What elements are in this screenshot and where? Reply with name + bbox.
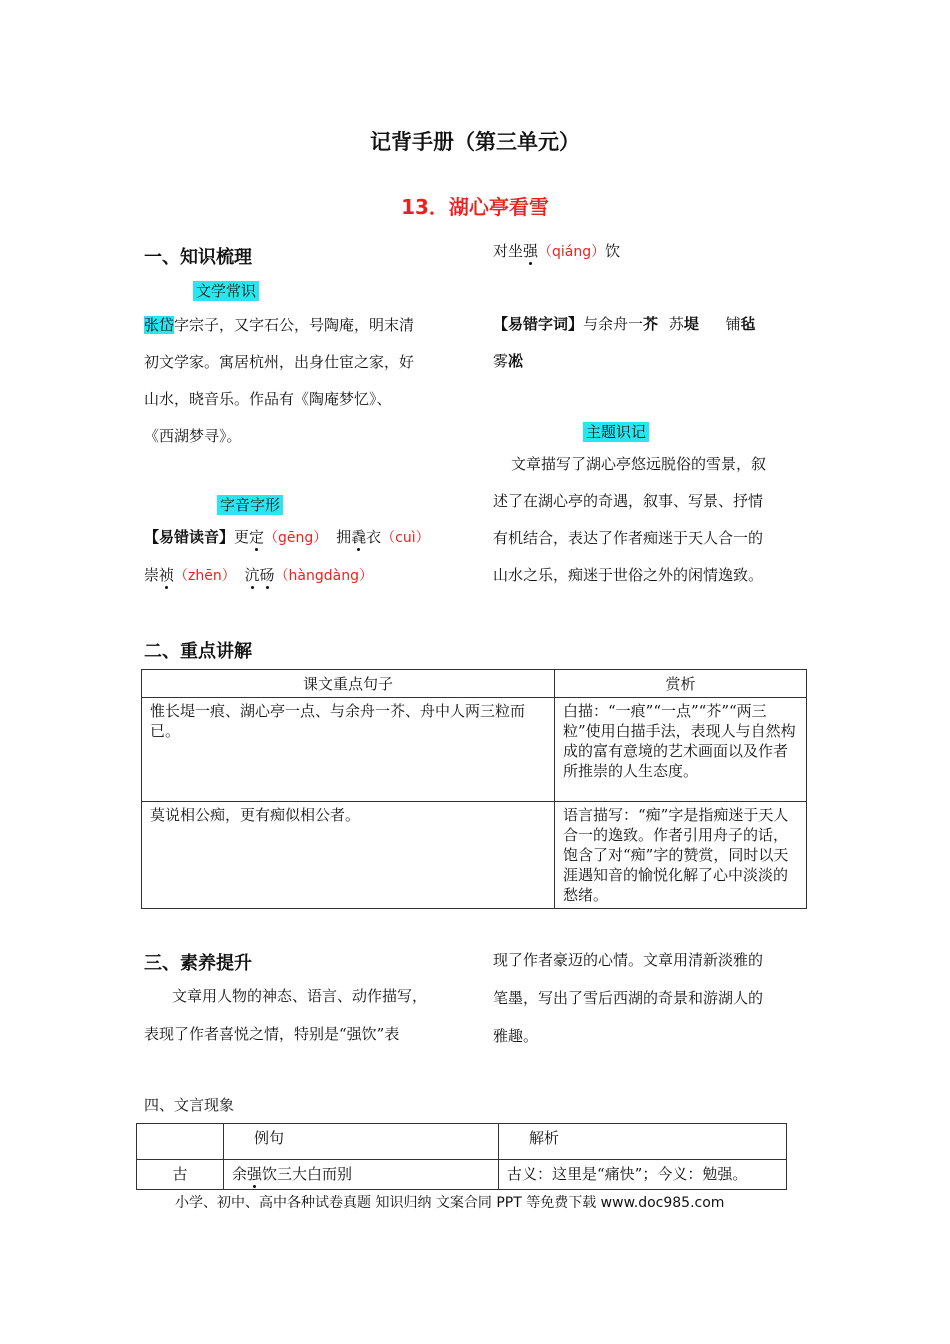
- example-word: 饮三大白而别: [262, 1165, 353, 1183]
- pron-word: 衣: [366, 528, 382, 546]
- theme-line-2: 述了在湖心亭的奇遇，叙事、写景、抒情: [493, 492, 764, 510]
- pinyin: （gēng）: [264, 530, 328, 546]
- page-title: 记背手册（第三单元）: [370, 130, 580, 154]
- author-line-2: 初文学家。寓居杭州，出身仕宦之家，好: [144, 353, 415, 371]
- word: 苏: [668, 315, 684, 333]
- pron-label: 字音字形: [217, 495, 283, 515]
- theme-line-3: 有机结合，表达了作者痴迷于天人合一的: [493, 529, 764, 547]
- improve-line: 现了作者豪迈的心情。文章用清新淡雅的: [493, 951, 764, 969]
- pron-char: 强: [523, 242, 539, 260]
- word-key: 凇: [508, 352, 524, 370]
- theme-paragraph: [493, 446, 813, 594]
- lesson-title: 13．湖心亭看雪: [401, 195, 549, 219]
- example-char: 强: [247, 1165, 263, 1183]
- section-improve-heading: 三、素养提升: [144, 953, 252, 974]
- table-header-row: [142, 670, 807, 698]
- header-analysis: 赏析: [555, 670, 807, 698]
- explain-table: [141, 669, 807, 909]
- classical-type-cell: 古: [137, 1160, 224, 1190]
- classical-header-blank: [137, 1124, 224, 1160]
- improve-line: 雅趣。: [493, 1027, 539, 1045]
- classical-analysis-cell: 古义：这里是“痛快”；今义：勉强。: [499, 1160, 787, 1190]
- pron-word: 更: [234, 528, 250, 546]
- header-sentence: 课文重点句子: [142, 670, 555, 698]
- pinyin: （qiáng）: [538, 244, 606, 260]
- improve-line: 文章用人物的神态、语言、动作描写，: [172, 987, 428, 1005]
- sentence-cell: 惟长堤一痕、湖心亭一点、与余舟一芥、舟中人两三粒而已。: [142, 698, 555, 802]
- section-explain-heading: 二、重点讲解: [144, 641, 252, 662]
- pinyin: （cuì）: [381, 530, 430, 546]
- pron-tag: 【易错读音】: [144, 528, 235, 546]
- pronunciation-block: [144, 519, 474, 595]
- word-key: 芥: [643, 315, 659, 333]
- theme-label: 主题识记: [583, 422, 649, 442]
- literature-label: 文学常识: [193, 281, 259, 301]
- section-classical-heading: 四、文言现象: [144, 1096, 235, 1114]
- literature-label-wrap: [193, 280, 259, 301]
- words-block: [493, 306, 813, 380]
- pron-char: 定: [249, 528, 265, 546]
- pinyin: （zhēn）: [174, 568, 236, 584]
- table-row: [137, 1160, 787, 1190]
- theme-line-1: 文章描写了湖心亭悠远脱俗的雪景，叙: [511, 455, 767, 473]
- improve-right: [493, 941, 813, 1055]
- classical-header-analysis: 解析: [499, 1124, 787, 1160]
- pron-word: 饮: [605, 242, 621, 260]
- word-tag: 【易错字词】: [493, 315, 584, 333]
- sentence-cell: 莫说相公痴，更有痴似相公者。: [142, 802, 555, 909]
- pron-word: 对坐: [493, 242, 524, 260]
- word-key: 堤: [683, 315, 699, 333]
- pron-label-wrap: [217, 494, 283, 515]
- example-word: 余: [232, 1165, 248, 1183]
- author-name: 张岱: [144, 316, 175, 334]
- author-paragraph: [144, 307, 462, 455]
- classical-example-cell: [224, 1160, 499, 1190]
- classical-table: [136, 1123, 787, 1190]
- pron-continued: [493, 233, 620, 271]
- pron-char: 砀: [259, 566, 275, 584]
- section-knowledge-heading: 一、知识梳理: [144, 247, 252, 268]
- author-line-1: 字宗子，又字石公，号陶庵，明末清: [174, 316, 415, 334]
- theme-line-4: 山水之乐，痴迷于世俗之外的闲情逸致。: [493, 566, 764, 584]
- author-line-4: 《西湖梦寻》。: [144, 427, 242, 445]
- author-line-3: 山水，晓音乐。作品有《陶庵梦忆》、: [144, 390, 392, 408]
- pinyin: （hàngdàng）: [274, 568, 373, 584]
- theme-label-wrap: [583, 421, 649, 442]
- improve-line: 笔墨，写出了雪后西湖的奇景和游湖人的: [493, 989, 764, 1007]
- classical-header-row: [137, 1124, 787, 1160]
- word: 铺: [725, 315, 741, 333]
- analysis-cell: 语言描写：“痴”字是指痴迷于天人合一的逸致。作者引用舟子的话，饱含了对“痴”字的赞赏，同时以天涯遇知音的愉悦化解了心中淡淡的愁绪。: [555, 802, 807, 909]
- analysis-cell: 白描：“一痕”“一点”“芥”“两三粒”使用白描手法，表现人与自然构成的富有意境的艺术画面以及作者所推崇的人生态度。: [555, 698, 807, 802]
- improve-line: 表现了作者喜悦之情，特别是“强饮”表: [144, 1025, 400, 1043]
- footer-text: 小学、初中、高中各种试卷真题 知识归纳 文案合同 PPT 等免费下载 www.doc985.com: [175, 1195, 725, 1211]
- classical-header-example: 例句: [224, 1124, 499, 1160]
- table-row: [142, 698, 807, 802]
- pron-word: 崇: [144, 566, 160, 584]
- table-row: [142, 802, 807, 909]
- word-key: 毡: [740, 315, 756, 333]
- word: 雾: [493, 352, 509, 370]
- pron-word: 拥: [336, 528, 352, 546]
- pron-char: 祯: [159, 566, 175, 584]
- pron-char: 沆: [244, 566, 260, 584]
- pron-char: 毳: [351, 528, 367, 546]
- improve-left: [144, 977, 464, 1053]
- word: 与余舟一: [583, 315, 644, 333]
